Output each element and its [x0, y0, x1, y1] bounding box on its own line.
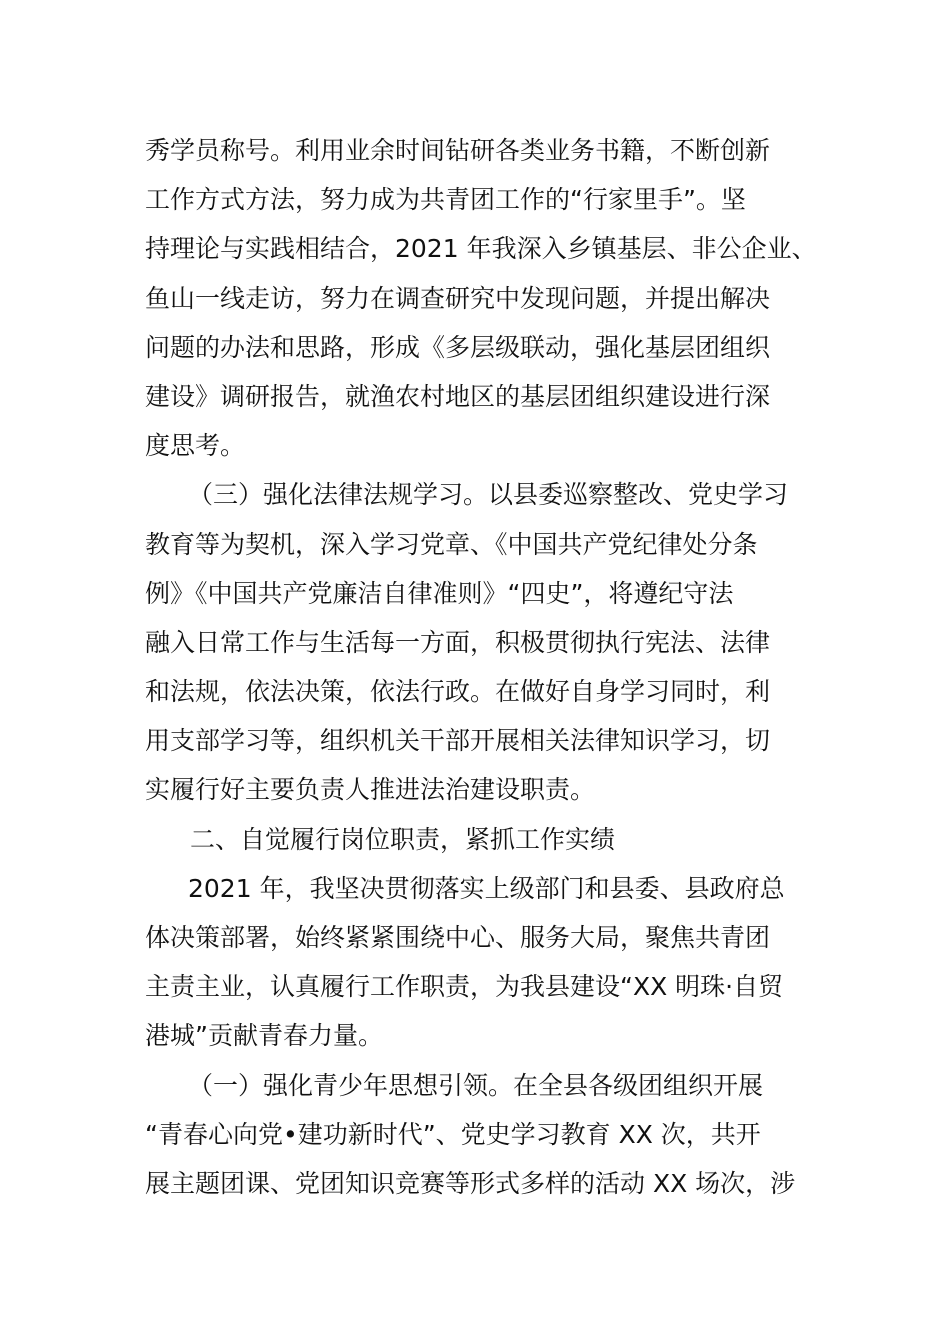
paragraph-line: 例》《中国共产党廉洁自律准则》“四史”，将遵纪守法 — [145, 578, 734, 608]
paragraph-line: 展主题团课、党团知识竞赛等形式多样的活动 XX 场次，涉 — [145, 1168, 796, 1198]
paragraph-line: 用支部学习等，组织机关干部开展相关法律知识学习，切 — [145, 726, 771, 756]
paragraph-line: 2021 年，我坚决贯彻落实上级部门和县委、县政府总 — [188, 873, 785, 903]
paragraph-line: 融入日常工作与生活每一方面，积极贯彻执行宪法、法律 — [145, 627, 771, 657]
paragraph-line: 度思考。 — [145, 431, 246, 461]
paragraph-line: 秀学员称号。利用业余时间钻研各类业务书籍，不断创新 — [145, 136, 771, 165]
chapter-heading-two: 二、自觉履行岗位职责，紧抓工作实绩 — [190, 824, 616, 854]
paragraph-line: 实履行好主要负责人推进法治建设职责。 — [145, 775, 596, 805]
paragraph-line: 工作方式方法，努力成为共青团工作的“行家里手”。坚 — [145, 185, 746, 215]
section-heading-three: （三）强化法律法规学习。以县委巡察整改、党史学习 — [188, 480, 789, 510]
paragraph-line: 和法规，依法决策，依法行政。在做好自身学习同时，利 — [145, 677, 771, 707]
document-body — [145, 126, 825, 1208]
paragraph-line: 鱼山一线走访，努力在调查研究中发现问题，并提出解决 — [145, 283, 771, 313]
paragraph-line: 体决策部署，始终紧紧围绕中心、服务大局，聚焦共青团 — [145, 923, 771, 952]
section-heading-one: （一）强化青少年思想引领。在全县各级团组织开展 — [188, 1070, 764, 1100]
paragraph-line: 港城”贡献青春力量。 — [145, 1021, 383, 1051]
paragraph-line: 问题的办法和思路，形成《多层级联动，强化基层团组织 — [145, 332, 771, 362]
paragraph-line: 持理论与实践相结合，2021 年我深入乡镇基层、非公企业、 — [145, 234, 817, 264]
paragraph-line: 建设》调研报告，就渔农村地区的基层团组织建设进行深 — [145, 381, 771, 411]
paragraph-line: 主责主业，认真履行工作职责，为我县建设“XX 明珠·自贸 — [145, 972, 784, 1002]
paragraph-line: 教育等为契机，深入学习党章、《中国共产党纪律处分条 — [145, 529, 758, 559]
paragraph-line: “青春心向党•建功新时代”、党史学习教育 XX 次，共开 — [145, 1119, 761, 1149]
